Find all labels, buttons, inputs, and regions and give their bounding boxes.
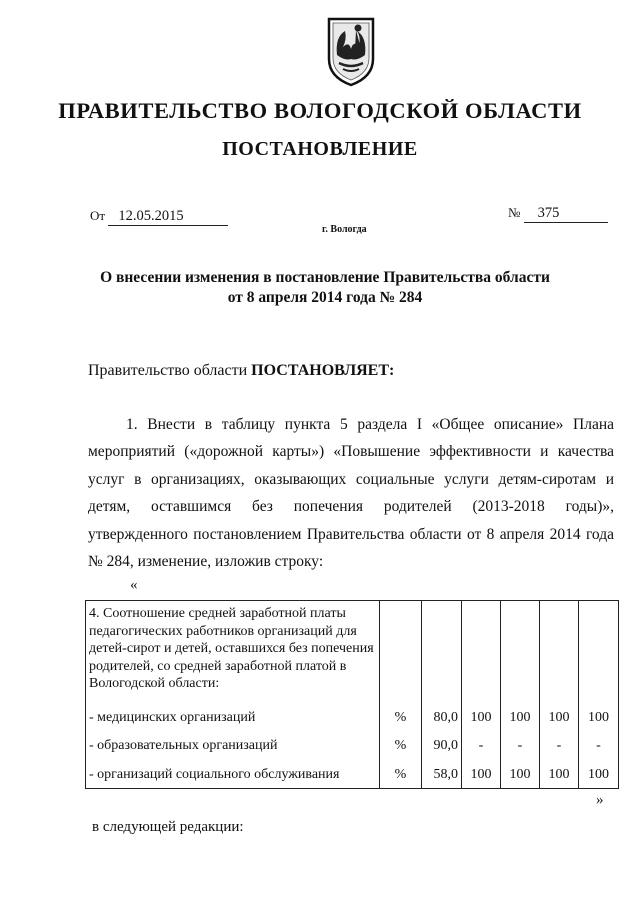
table-row xyxy=(86,759,619,789)
row-label: - организаций социального обслуживания xyxy=(86,759,380,789)
body-paragraph: 1. Внести в таблицу пункта 5 раздела I «Общее описание» Плана мероприятий («дорожной карты») «Повышение эффективности и качества услуг в организациях, оказывающих социальные услуги детям-сиротам и детям, оставшимся без попечения родителей (2013-2018 годы)», утвержденного постановлением Правительства области от 8 апреля 2014 года № 284, изменение, изложив строку: xyxy=(88,416,614,571)
row-value: 100 xyxy=(540,759,579,789)
indicator-description: 4. Соотношение средней заработной платы педагогических работников организаций для детей-сирот и детей, оставшихся без попечения родителей, со средней заработной платой в Вологодской области: xyxy=(86,601,380,698)
table-row xyxy=(86,731,619,759)
intro-decree-word: ПОСТАНОВЛЯЕТ: xyxy=(251,362,395,379)
document-type: ПОСТАНОВЛЕНИЕ xyxy=(222,138,418,160)
number-field xyxy=(508,205,608,223)
city-label: г. Вологда xyxy=(322,224,367,235)
date-prefix: От xyxy=(90,208,106,223)
coat-of-arms-emblem xyxy=(325,15,377,87)
vologda-coat-of-arms-icon xyxy=(325,15,377,87)
body-paragraph-block xyxy=(88,411,614,575)
open-quote: « xyxy=(130,577,138,593)
row-value: 100 xyxy=(540,698,579,731)
row-label: - медицинских организаций xyxy=(86,698,380,731)
row-value: - xyxy=(462,731,501,759)
heading-line-1: О внесении изменения в постановление Правительства области xyxy=(100,269,550,286)
row-value: 100 xyxy=(462,698,501,731)
row-unit: % xyxy=(380,759,422,789)
number-prefix: № xyxy=(508,205,521,220)
date-field xyxy=(90,208,228,226)
document-number: 375 xyxy=(524,205,608,223)
decree-intro xyxy=(88,362,394,380)
close-quote: » xyxy=(596,792,604,808)
row-value: - xyxy=(501,731,540,759)
row-value: 100 xyxy=(501,698,540,731)
row-value: - xyxy=(579,731,619,759)
row-value: 100 xyxy=(579,698,619,731)
heading-line-2: от 8 апреля 2014 года № 284 xyxy=(227,289,423,306)
document-date: 12.05.2015 xyxy=(108,208,228,226)
indicator-table xyxy=(85,600,619,789)
table-row xyxy=(86,698,619,731)
document-heading xyxy=(60,268,590,308)
row-label: - образовательных организаций xyxy=(86,731,380,759)
row-unit: % xyxy=(380,731,422,759)
row-value: 100 xyxy=(579,759,619,789)
row-value: - xyxy=(540,731,579,759)
row-value: 80,0 xyxy=(422,698,462,731)
organization-title: ПРАВИТЕЛЬСТВО ВОЛОГОДСКОЙ ОБЛАСТИ xyxy=(58,98,582,123)
row-unit: % xyxy=(380,698,422,731)
row-value: 90,0 xyxy=(422,731,462,759)
table-row xyxy=(86,601,619,698)
footer-text: в следующей редакции: xyxy=(92,819,244,835)
row-value: 100 xyxy=(462,759,501,789)
row-value: 58,0 xyxy=(422,759,462,789)
intro-prefix: Правительство области xyxy=(88,362,252,379)
row-value: 100 xyxy=(501,759,540,789)
